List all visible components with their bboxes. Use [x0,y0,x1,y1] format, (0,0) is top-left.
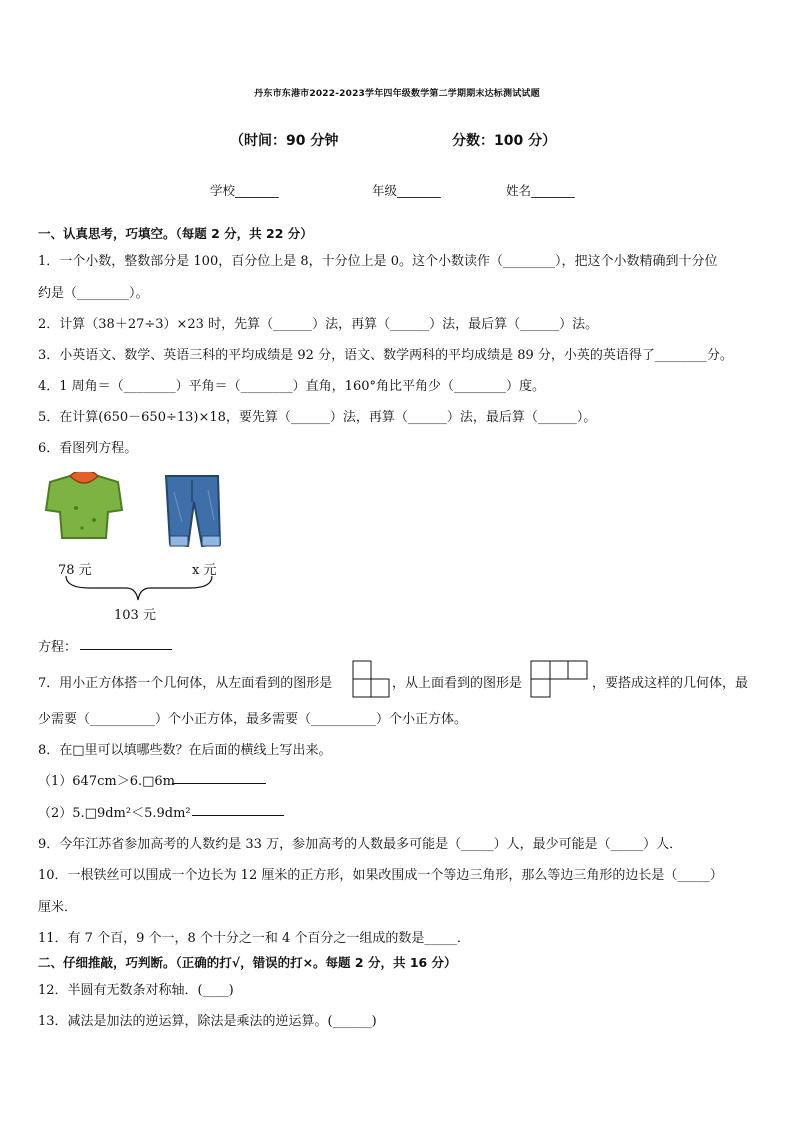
grade-field: 年级_______ [372,183,441,198]
question-12: 12．半圆有无数条对称轴．(____) [38,983,234,998]
total-brace [60,574,220,604]
time-label: （时间：90 分钟 [230,133,339,149]
shirt-icon [46,472,122,538]
question-8: 8．在□里可以填哪些数？在后面的横线上写出来。 [38,743,332,758]
question-9: 9．今年江苏省参加高考的人数约是 33 万，参加高考的人数最多可能是（_____）人，最少可能是（_____）人． [38,837,683,852]
school-field: 学校_______ [210,183,279,198]
question-7-part3: ，要搭成这样的几何体，最 [592,676,749,691]
question-4: 4．1 周角＝（________）平角＝（________）直角，160°角比平角少（________）度。 [38,379,545,394]
top-view-shape [530,660,590,698]
answer-line-8-2 [192,815,284,816]
question-13: 13．减法是加法的逆运算，除法是乘法的逆运算。(______) [38,1014,377,1029]
jeans-icon [166,476,220,546]
jeans-price: x 元 [192,563,217,578]
name-field: 姓名_______ [506,183,575,198]
question-8-2: （2）5.□9dm²＜5.9dm² [38,806,191,821]
score-label: 分数：100 分） [452,133,557,149]
answer-line-8-1 [172,783,266,784]
question-7-part2: ，从上面看到的图形是 [392,676,523,691]
question-11: 11．有 7 个百，9 个一，8 个十分之一和 4 个百分之一组成的数是_____． [38,931,470,946]
equation-label: 方程： [38,640,78,655]
question-7-line2: 少需要（__________）个小正方体，最多需要（__________）个小正方体。 [38,712,468,727]
question-10-line1: 10．一根铁丝可以围成一个边长为 12 厘米的正方形，如果改围成一个等边三角形，那么等边三角形的边长是（_____） [38,868,723,883]
section1-heading: 一、认真思考，巧填空。（每题 2 分，共 22 分） [38,226,313,241]
question-8-1: （1）647cm＞6.□6m [38,774,175,789]
total-price: 103 元 [114,608,156,623]
question-2: 2．计算（38＋27÷3）×23 时，先算（______）法，再算（______）法，最后算（______）法。 [38,317,599,332]
question-7-part1: 7．用小正方体搭一个几何体，从左面看到的图形是 [38,676,333,691]
section2-heading: 二、仔细推敲，巧判断。（正确的打√，错误的打×。每题 2 分，共 16 分） [38,955,457,970]
page-title: 丹东市东港市2022-2023学年四年级数学第二学期期末达标测试试题 [254,89,540,99]
shirt-price: 78 元 [58,563,92,578]
question-10-line2: 厘米． [38,900,78,915]
equation-answer-line [80,649,172,650]
left-view-shape [352,660,392,698]
question-1-line2: 约是（________）。 [38,286,149,301]
question-5: 5．在计算(650－650÷13)×18，要先算（______）法，再算（______）法，最后算（______）。 [38,410,597,425]
question-3: 3．小英语文、数学、英语三科的平均成绩是 92 分，语文、数学两科的平均成绩是 89 分，小英的英语得了________分。 [38,348,733,363]
clothes-illustration [42,472,232,552]
question-1-line1: 1．一个小数，整数部分是 100，百分位上是 8，十分位上是 0。这个小数读作（________），把这个小数精确到十分位 [38,254,718,269]
question-6: 6．看图列方程。 [38,441,138,456]
